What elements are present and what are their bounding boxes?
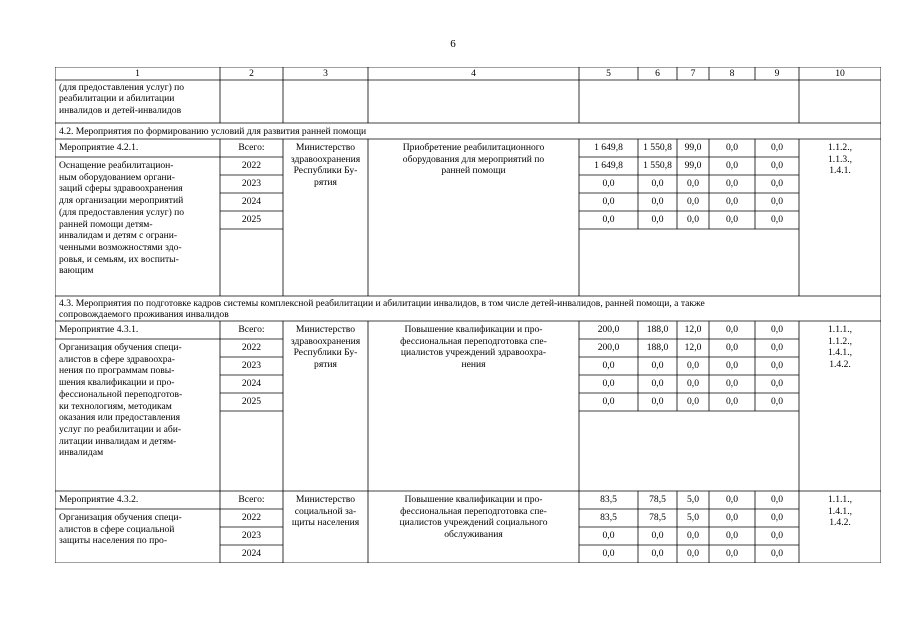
value-cell-7: 0,0 [687,178,699,189]
value-cell-6: 78,5 [649,512,666,523]
section-43-title: сопровождаемого проживания инвалидов [59,309,229,320]
value-cell-6: 0,0 [651,214,664,225]
measure-result: фессиональная переподготовка спе- [400,335,547,347]
year-cell: 2022 [241,512,262,523]
measure-indicators: 1.1.2., [828,335,852,347]
measure-description: Организация обучения специ- [59,342,182,353]
value-cell-5: 0,0 [602,360,615,371]
value-cell-7: 0,0 [687,396,699,407]
measure-name: Мероприятие 4.2.1. [59,142,139,153]
value-cell-6: 0,0 [651,396,664,407]
measure-description: нения по программам повы- [59,365,175,377]
measure-indicators: 1.1.2., [828,142,852,153]
value-cell-5: 0,0 [602,530,615,541]
value-cell-8: 0,0 [726,548,738,559]
year-cell: 2022 [241,160,262,171]
value-cell-7: 99,0 [684,142,702,153]
value-cell-6: 0,0 [651,548,664,559]
value-cell-9: 0,0 [771,378,783,389]
section-43-title: 4.3. Мероприятия по подготовке кадров системы комплексной реабилитации и абилитации инвалидов, в том числе детей-инвалидов, ранней помощи, а также [59,298,705,309]
measure-description: ченными возможностями здо- [59,241,182,253]
measure-result: Повышение квалификации и про- [404,324,543,335]
measure-indicators: 1.1.1., [828,324,852,335]
measure-executor: Министерство [295,494,356,505]
measure-indicators: 1.1.3., [828,153,852,165]
measure-indicators: 1.4.2. [829,359,851,371]
value-cell-6: 188,0 [646,342,669,353]
value-cell-8: 0,0 [726,530,738,541]
value-cell-7: 0,0 [687,196,699,207]
value-cell-8: 0,0 [726,196,738,207]
value-cell-5: 1 649,8 [594,142,623,153]
value-cell-8: 0,0 [726,396,738,407]
value-cell-8: 0,0 [726,142,738,153]
value-cell-9: 0,0 [771,178,783,189]
year-cell: 2022 [241,342,262,353]
measure-description: вающим [59,265,94,277]
value-cell-9: 0,0 [771,142,783,153]
value-cell-6: 0,0 [651,196,664,207]
value-cell-5: 0,0 [602,548,615,559]
value-cell-5: 0,0 [602,396,615,407]
year-cell: Всего: [238,142,265,153]
measure-description: ранней помощи детям- [59,218,153,230]
page-number: 6 [450,38,456,50]
measure-description: оказания или предоставления [59,412,181,424]
value-cell-5: 83,5 [600,512,617,523]
measure-result: обслуживания [444,529,503,541]
measure-name: Мероприятие 4.3.1. [59,324,139,335]
measure-description: ным оборудованием органи- [59,171,175,183]
value-cell-6: 188,0 [646,324,669,335]
value-cell-5: 1 649,8 [594,160,623,171]
measure-description: алистов в сфере социальной [59,523,175,535]
measure-result: циалистов учреждений здравоохра- [400,347,547,359]
value-cell-5: 0,0 [602,378,615,389]
measure-result: оборудования для мероприятий по [402,153,545,165]
value-cell-8: 0,0 [726,178,738,189]
measure-executor: рятия [314,177,337,189]
measure-result: Повышение квалификации и про- [404,494,543,505]
year-cell: 2023 [241,360,262,371]
measure-result: циалистов учреждений социального [399,517,548,529]
measure-executor: Министерство [295,324,356,335]
year-cell: 2025 [241,214,262,225]
value-cell-6: 1 550,8 [643,142,672,153]
value-cell-7: 0,0 [687,378,699,389]
value-cell-7: 99,0 [684,160,702,171]
year-cell: Всего: [238,324,265,335]
measure-executor: щиты населения [291,517,360,529]
measure-description: алистов в сфере здравоохра- [59,353,175,365]
value-cell-8: 0,0 [726,324,738,335]
measure-description: (для предоставления услуг) по [59,206,185,218]
header-col-3: 3 [323,68,328,79]
continuation-text: (для предоставления услуг) по [59,81,185,93]
value-cell-9: 0,0 [771,396,783,407]
value-cell-7: 0,0 [687,548,699,559]
measure-executor: здравоохранения [290,153,361,165]
value-cell-7: 0,0 [687,360,699,371]
value-cell-8: 0,0 [726,360,738,371]
value-cell-6: 0,0 [651,178,664,189]
value-cell-9: 0,0 [771,196,783,207]
measure-description: услуг по реабилитации и аби- [59,423,182,435]
value-cell-9: 0,0 [771,360,783,371]
measure-name: Мероприятие 4.3.2. [59,494,139,505]
header-col-10: 10 [835,68,845,79]
value-cell-9: 0,0 [771,342,783,353]
header-col-6: 6 [655,68,660,79]
measure-result: нения [461,359,486,371]
measure-executor: рятия [314,359,337,371]
value-cell-8: 0,0 [726,342,738,353]
measure-executor: здравоохранения [290,335,361,347]
header-col-8: 8 [729,68,735,79]
measure-description: заций сферы здравоохранения [59,183,183,195]
value-cell-6: 0,0 [651,530,664,541]
measure-description: фессиональной переподготов- [59,388,183,400]
header-col-7: 7 [690,68,696,79]
section-42-title: 4.2. Мероприятия по формированию условий для развития ранней помощи [59,125,367,137]
measure-indicators: 1.4.1. [829,165,851,177]
header-col-1: 1 [135,68,140,79]
value-cell-8: 0,0 [726,512,738,523]
value-cell-8: 0,0 [726,214,738,225]
value-cell-9: 0,0 [771,512,783,523]
measure-executor: Министерство [295,142,356,153]
value-cell-8: 0,0 [726,378,738,389]
measure-result: фессиональная переподготовка спе- [400,505,547,517]
year-cell: 2025 [241,396,262,407]
value-cell-5: 0,0 [602,178,615,189]
measure-executor: Республики Бу- [293,347,358,359]
measure-description: литации инвалидам и детям- [59,435,177,447]
year-cell: 2024 [241,548,262,559]
header-col-5: 5 [606,68,611,79]
budget-table [55,67,881,563]
header-col-4: 4 [471,68,476,79]
measure-description: для организации мероприятий [59,195,184,207]
measure-executor: Республики Бу- [293,165,358,177]
value-cell-7: 0,0 [687,214,699,225]
value-cell-9: 0,0 [771,324,783,335]
value-cell-5: 0,0 [602,196,615,207]
measure-indicators: 1.1.1., [828,494,852,505]
continuation-text: инвалидов и детей-инвалидов [59,104,182,116]
value-cell-9: 0,0 [771,160,783,171]
year-cell: 2023 [241,178,262,189]
value-cell-5: 83,5 [600,494,617,505]
value-cell-5: 200,0 [597,342,620,353]
value-cell-7: 12,0 [684,324,702,335]
measure-indicators: 1.4.1., [828,505,852,517]
value-cell-6: 0,0 [651,360,664,371]
header-col-2: 2 [249,68,254,79]
measure-result: Приобретение реабилитационного [402,142,545,153]
measure-description: защиты населения по про- [59,535,168,547]
value-cell-5: 200,0 [597,324,620,335]
header-col-9: 9 [774,68,780,79]
value-cell-6: 0,0 [651,378,664,389]
measure-description: Оснащение реабилитацион- [59,160,174,171]
measure-indicators: 1.4.1., [828,347,852,359]
value-cell-7: 12,0 [684,342,702,353]
measure-description: инвалидам [59,447,104,459]
value-cell-7: 5,0 [687,494,699,505]
year-cell: 2024 [241,378,262,389]
year-cell: Всего: [238,494,265,505]
measure-description: ровья, и семьям, их воспиты- [59,253,179,265]
value-cell-8: 0,0 [726,160,738,171]
value-cell-7: 5,0 [687,512,699,523]
measure-executor: социальной за- [294,505,357,517]
value-cell-9: 0,0 [771,494,783,505]
year-cell: 2024 [241,196,262,207]
measure-indicators: 1.4.2. [829,517,851,529]
value-cell-9: 0,0 [771,214,783,225]
measure-result: ранней помощи [441,165,506,177]
measure-description: инвалидам и детям с ограни- [59,230,178,242]
value-cell-9: 0,0 [771,530,783,541]
value-cell-9: 0,0 [771,548,783,559]
value-cell-7: 0,0 [687,530,699,541]
value-cell-8: 0,0 [726,494,738,505]
value-cell-6: 1 550,8 [643,160,672,171]
year-cell: 2023 [241,530,262,541]
measure-description: Организация обучения специ- [59,512,182,523]
measure-description: ки технологиям, методикам [59,400,172,412]
value-cell-5: 0,0 [602,214,615,225]
continuation-text: реабилитации и абилитации [59,93,175,105]
measure-description: шения квалификации и про- [59,377,175,389]
value-cell-6: 78,5 [649,494,666,505]
